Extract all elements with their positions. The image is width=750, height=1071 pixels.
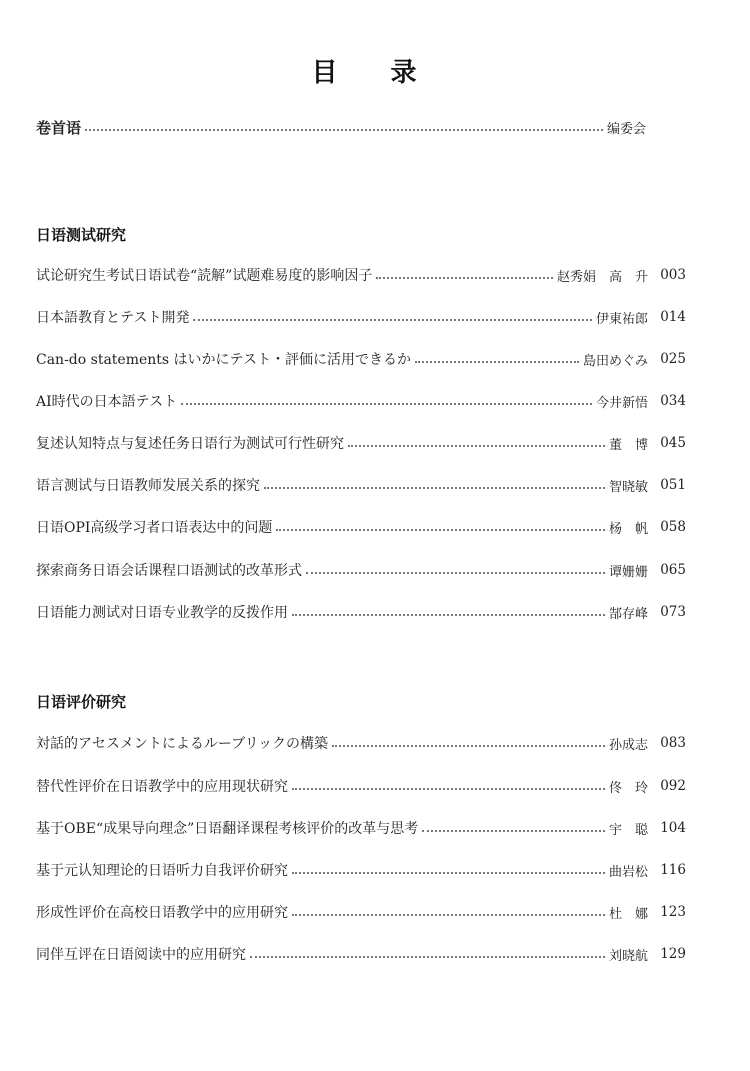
entry-author: 赵秀娟 高 升 — [556, 269, 648, 285]
toc-entry[interactable] — [36, 817, 686, 839]
entry-author: 孙成志 — [608, 737, 648, 753]
entry-page: 003 — [660, 267, 686, 283]
entry-author: 曲岩松 — [608, 864, 648, 880]
entry-page: 034 — [660, 393, 686, 409]
entry-page: 045 — [660, 435, 686, 451]
entry-title: 语言测试与日语教师发展关系的探究 — [36, 478, 260, 494]
entry-page: 058 — [660, 519, 686, 535]
toc-entry-preface[interactable] — [36, 116, 656, 138]
dot-leader — [292, 788, 605, 790]
entry-title: 形成性评价在高校日语教学中的应用研究 — [36, 905, 288, 921]
entry-author: 谭姗姗 — [608, 564, 648, 580]
toc-entry[interactable] — [36, 732, 686, 754]
toc-entry[interactable] — [36, 775, 686, 797]
page-title: 目 录 — [311, 58, 439, 88]
entry-author: 智晓敏 — [608, 479, 648, 495]
toc-entry[interactable] — [36, 943, 686, 965]
toc-entry[interactable] — [36, 348, 686, 370]
entry-title: 同伴互评在日语阅读中的应用研究 — [36, 947, 246, 963]
dot-leader — [85, 129, 603, 131]
dot-leader — [332, 745, 605, 747]
dot-leader — [292, 872, 605, 874]
entry-page: 116 — [660, 862, 686, 878]
toc-entry[interactable] — [36, 264, 686, 286]
dot-leader — [348, 445, 605, 447]
entry-title: 卷首语 — [36, 118, 82, 137]
toc-entry[interactable] — [36, 601, 686, 623]
entry-page: 092 — [660, 778, 686, 794]
entry-title: 対話的アセスメントによるルーブリックの構築 — [36, 736, 329, 752]
entry-title: 替代性评价在日语教学中的应用现状研究 — [36, 779, 288, 795]
toc-entry[interactable] — [36, 432, 686, 454]
entry-title: 日本語教育とテスト開発 — [36, 310, 190, 326]
dot-leader — [422, 830, 605, 832]
toc-entry[interactable] — [36, 559, 686, 581]
toc-entry[interactable] — [36, 901, 686, 923]
entry-title: Can-do statements はいかにテスト・評価に活用できるか — [36, 352, 411, 368]
dot-leader — [292, 614, 605, 616]
entry-page: 123 — [660, 904, 686, 920]
entry-author: 杨 帆 — [608, 521, 648, 537]
entry-page: 104 — [660, 820, 686, 836]
entry-page: 065 — [660, 562, 686, 578]
entry-title: 探索商务日语会话课程口语测试的改革形式 — [36, 563, 302, 579]
entry-author: 伊東祐郎 — [595, 311, 648, 327]
entry-title: 日语OPI高级学习者口语表达中的问题 — [36, 520, 273, 536]
section-heading: 日语评价研究 — [36, 693, 127, 711]
entry-page: 073 — [660, 604, 686, 620]
toc-entry[interactable] — [36, 390, 686, 412]
dot-leader — [193, 319, 592, 321]
entry-author: 今井新悟 — [595, 395, 648, 411]
entry-title: 试论研究生考试日语试卷“読解”试题难易度的影响因子 — [36, 268, 373, 284]
toc-entry[interactable] — [36, 474, 686, 496]
entry-author: 郜存峰 — [608, 606, 648, 622]
entry-author: 刘晓航 — [608, 948, 648, 964]
entry-title: 基于元认知理论的日语听力自我评价研究 — [36, 863, 288, 879]
dot-leader — [250, 956, 605, 958]
entry-page: 051 — [660, 477, 686, 493]
entry-author: 杜 娜 — [608, 906, 648, 922]
entry-page: 129 — [660, 946, 686, 962]
section-heading: 日语测试研究 — [36, 226, 127, 244]
entry-page: 083 — [660, 735, 686, 751]
entry-author: 佟 玲 — [608, 780, 648, 796]
entry-page: 014 — [660, 309, 686, 325]
dot-leader — [306, 572, 605, 574]
dot-leader — [264, 487, 605, 489]
dot-leader — [181, 403, 592, 405]
entry-page: 025 — [660, 351, 686, 367]
entry-author: 宇 聪 — [608, 822, 648, 838]
entry-title: 基于OBE“成果导向理念”日语翻译课程考核评价的改革与思考 — [36, 821, 419, 837]
toc-entry[interactable] — [36, 859, 686, 881]
dot-leader — [276, 529, 605, 531]
toc-entry[interactable] — [36, 306, 686, 328]
dot-leader — [292, 914, 605, 916]
toc-entry[interactable] — [36, 516, 686, 538]
dot-leader — [376, 277, 553, 279]
dot-leader — [415, 361, 579, 363]
entry-author: 编委会 — [606, 121, 646, 137]
entry-title: 复述认知特点与复述任务日语行为测试可行性研究 — [36, 436, 344, 452]
entry-title: AI時代の日本語テスト — [36, 394, 178, 410]
entry-author: 董 博 — [608, 437, 648, 453]
entry-title: 日语能力测试对日语专业教学的反拨作用 — [36, 605, 288, 621]
entry-author: 島田めぐみ — [582, 353, 648, 369]
